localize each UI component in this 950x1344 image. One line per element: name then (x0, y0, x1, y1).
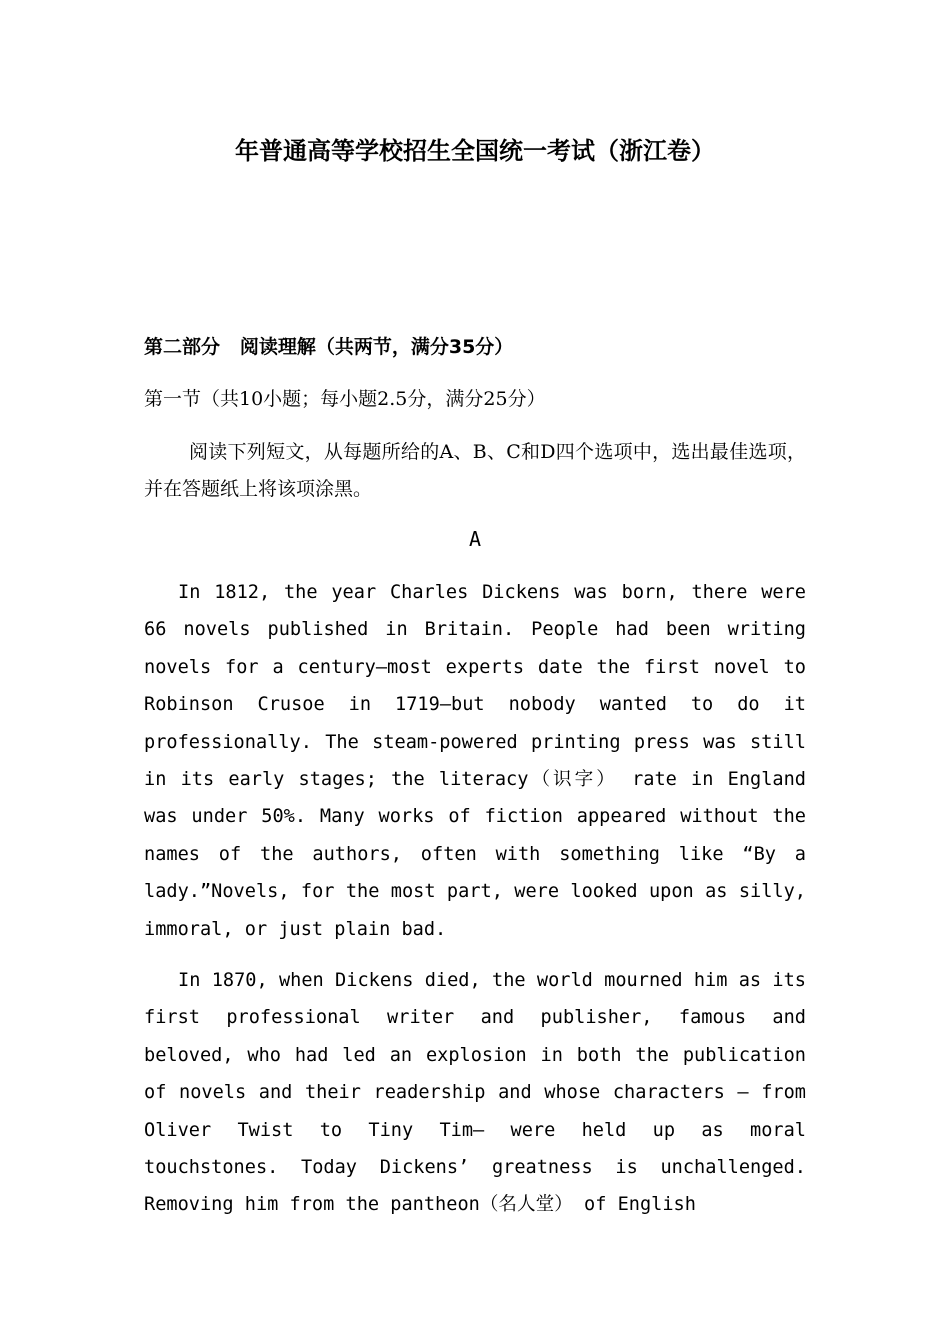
exam-title: 年普通高等学校招生全国统一考试（浙江卷） (235, 137, 715, 165)
subsection-heading: 第一节（共10小题；每小题2.5分，满分25分） (144, 388, 546, 410)
passage-paragraph: In 1812, the year Charles Dickens was born, there were 66 novels published in Britain. People had been writing novels for a century—most experts date the first novel to Robinson Crusoe in 1719—but nobody wanted to do it professionally. The steam-powered printing press was still in its early stages; the literacy（识字） rate in England was under 50%. Many works of fiction appeared without the names of the authors, often with something like “By a lady.”Novels, for the most part, were looked upon as silly, immoral, or just plain bad. (144, 582, 806, 940)
passage-label: A (468, 527, 482, 551)
reading-instructions: 阅读下列短文，从每题所给的A、B、C和D四个选项中，选出最佳选项，并在答题纸上将该项涂黑。 (144, 441, 806, 500)
passage-paragraph: In 1870, when Dickens died, the world mourned him as its first professional writer and publisher, famous and beloved, who had led an explosion in both the publication of novels and their readership and whose characters — from Oliver Twist to Tiny Tim— were held up as moral touchstones. Today Dickens’ greatness is unchallenged. Removing him from the pantheon（名人堂） of English (144, 970, 806, 1216)
section-heading: 第二部分 阅读理解（共两节，满分35分） (144, 336, 514, 358)
